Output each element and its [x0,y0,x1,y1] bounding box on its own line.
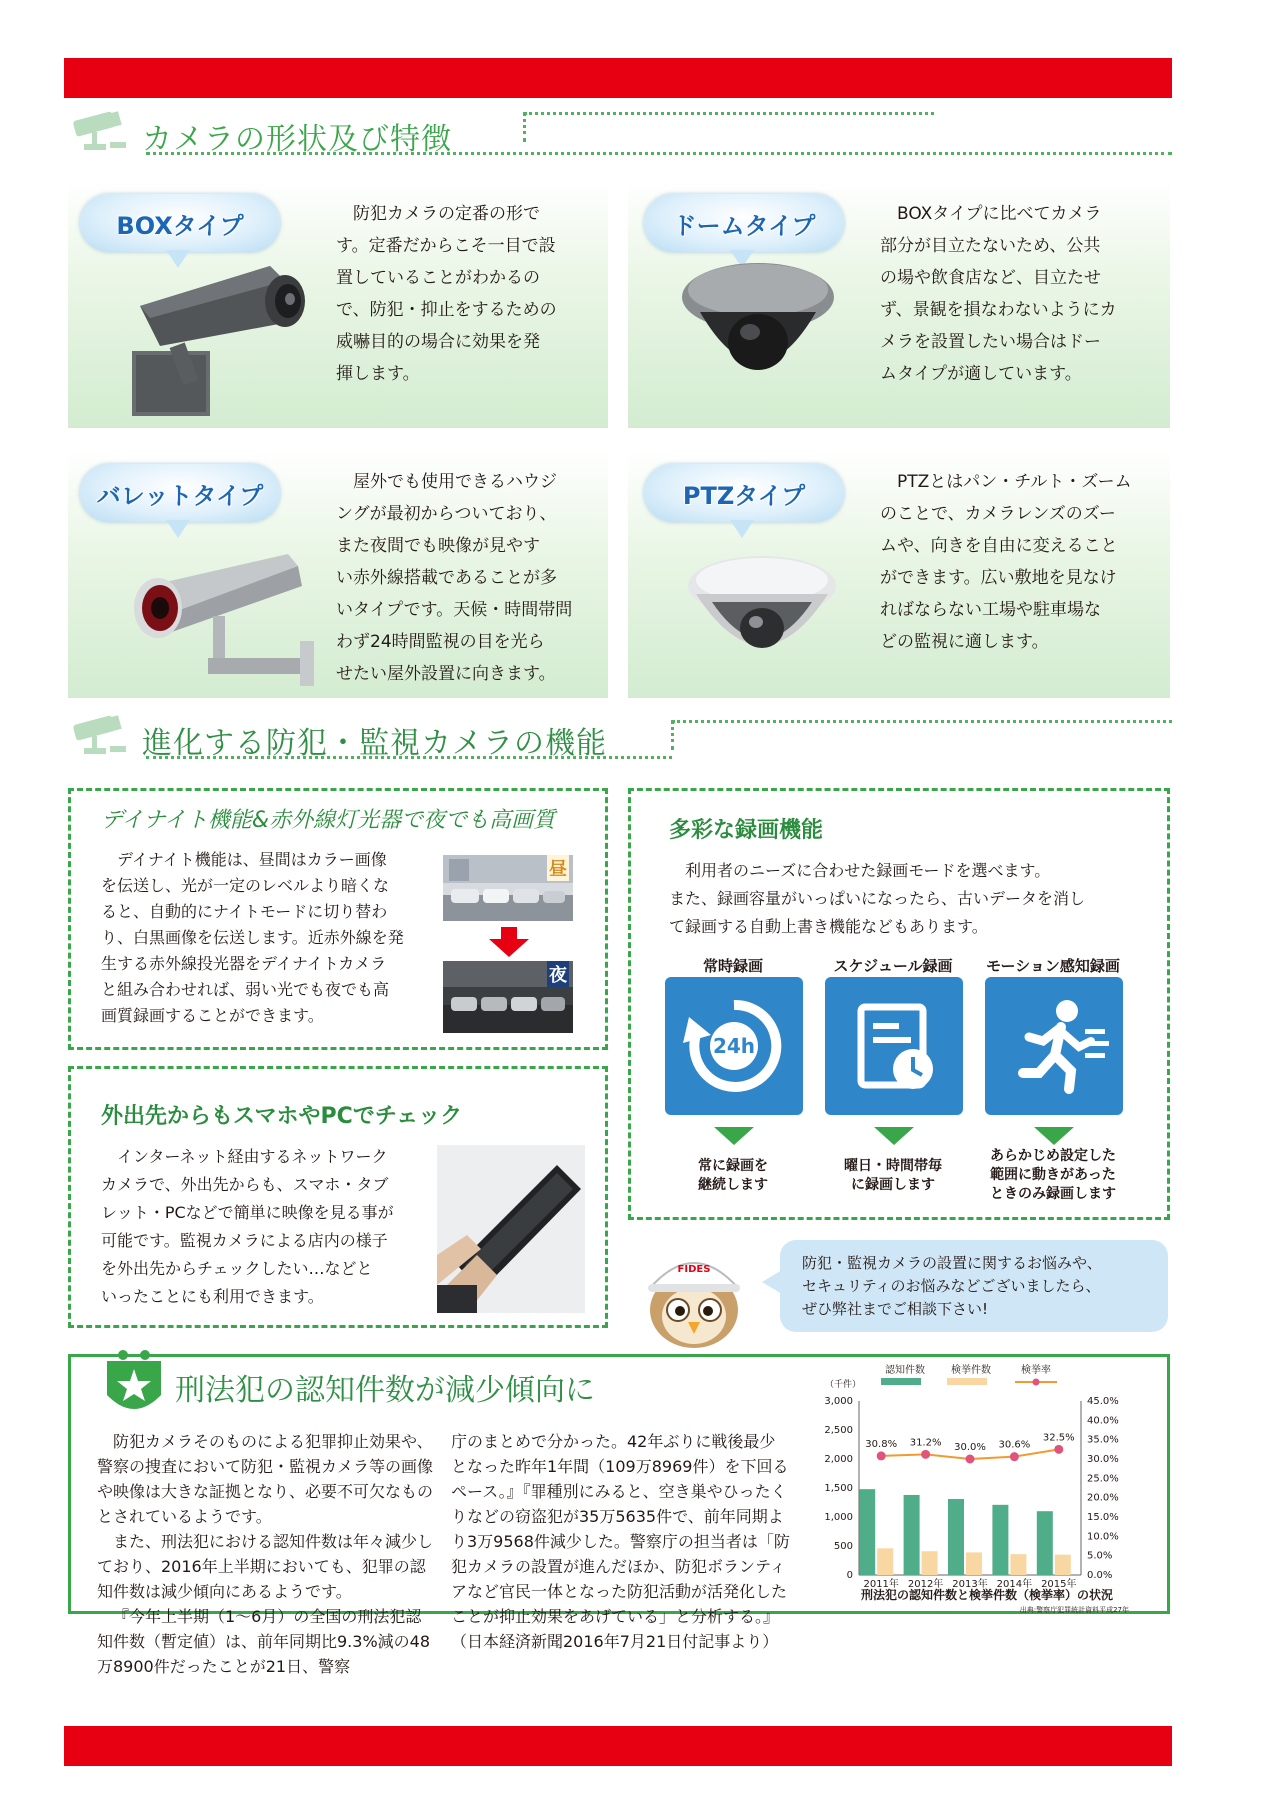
y-tick-label: 1,000 [824,1512,853,1523]
rec-mode-label: モーション感知録画 [986,957,1120,975]
remote-title: 外出先からもスマホやPCでチェック [101,1104,463,1129]
daynight-title: デイナイト機能&赤外線灯光器で夜でも高画質 [101,808,556,833]
data-label: 30.8% [865,1438,898,1450]
chart-source: 出典:警察庁犯罪統計資料平成27年 [1019,1606,1129,1614]
type-panel-bullet [68,450,608,698]
x-tick-label: 2014年 [996,1579,1033,1590]
type-panel-dome [628,180,1170,428]
mascot-helmet-text: FIDES [677,1264,711,1275]
section-title-functions: 進化する防犯・監視カメラの機能 [142,726,607,761]
bar-検挙件数 [966,1552,982,1575]
y-tick-label: 3,000 [824,1396,853,1407]
y2-tick-label: 20.0% [1087,1492,1119,1504]
x-tick-label: 2013年 [952,1579,988,1590]
y2-tick-label: 40.0% [1087,1415,1119,1427]
consult-bubble [780,1240,1168,1332]
crime-text-col2: 庁のまとめで分かった。42年ぶりに戦後最少となった昨年1年間（109万8969件）を下回るペース。』『罪種別にみると、空き巣やひったくりなどの窃盗犯が35万5635件で、前年同期より3万9568件減少した。警察庁の担当者は「防犯カメラの設置が進んだほか、防犯ボランティアなど官民一体となった防犯活動が活発化したことが抑止効果をあげている」と分析する。』（日本経済新聞2016年7月21日付記事より） [451,1432,790,1651]
line-point [921,1450,930,1459]
24h-cycle-icon [665,977,803,1115]
night-label: 夜 [547,961,569,987]
recording-title: 多彩な録画機能 [669,818,824,843]
bar-認知件数 [1037,1511,1053,1575]
bar-検挙件数 [877,1548,893,1575]
y-tick-label: 500 [833,1541,853,1552]
bar-認知件数 [992,1505,1008,1575]
line-point [1054,1445,1063,1454]
rec-mode-card [665,977,803,1115]
owl-mascot-image [640,1238,748,1350]
crime-title: 刑法犯の認知件数が減少傾向に [175,1373,595,1408]
y2-tick-label: 25.0% [1087,1473,1119,1485]
svg-text:24h: 24h [712,1034,756,1058]
legend-label: 検挙率 [1021,1365,1051,1376]
camera-icon [64,106,134,158]
rec-mode-card [985,977,1123,1115]
rec-mode-card [825,977,963,1115]
type-panel-ptz [628,450,1170,698]
crime-stats-box [68,1354,1170,1676]
day-label: 昼 [547,855,569,881]
line-point [966,1455,975,1464]
data-label: 30.6% [998,1439,1031,1451]
type-description: BOXタイプに比べてカメラ 部分が目立たないため、公共 の場や飲食店など、目立たせ ず、景観を損なわないようにカ メラを設置したい場合はドー ムタイプが適しています。 [880,204,1117,384]
remote-text: インターネット経由するネットワーク カメラで、外出先からも、スマホ・タブ レット・PCなどで簡単に映像を見る事が 可能です。監視カメラによる店内の様子 を外出先からチェックしたい…などと いったことにも利用できます。 [101,1147,394,1306]
daynight-text: デイナイト機能は、昼間はカラー画像 を伝送し、光が一定のレベルより暗くな ると、自動的にナイトモードに切り替わ り、白黒画像を伝送します。近赤外線を発 生する赤外線投光器をデイナイトカメラ と組み合わせれば、弱い光でも夜でも高 画質録画することができます。 [101,850,404,1025]
crime-text-col1: 防犯カメラそのものによる犯罪抑止効果や、警察の捜査において防犯・監視カメラ等の画像や映像は大きな証拠となり、必要不可欠なものとされているようです。 また、刑法犯における認知件数は年々減少しており、2016年上半期においても、犯罪の認知件数は減少傾向にあるようです。 『今年上半期（1～6月）の全国の刑法犯認知件数（暫定値）は、前年同期比9.3%減の48万8900件だったことが21日、警察 [97,1432,434,1676]
bar-認知件数 [948,1499,964,1575]
crime-chart [811,1361,1161,1615]
type-description: 屋外でも使用できるハウジ ングが最初からついており、 また夜間でも映像が見やす い赤外線搭載であることが多 いタイプです。天候・時間帯問 わず24時間監視の目を光ら せたい屋外設置に向きます。 [336,472,573,684]
y2-tick-label: 30.0% [1087,1454,1119,1465]
arrow-down-icon [489,927,529,957]
rec-mode-desc: 曜日・時間帯毎 に録画します [844,1158,942,1193]
legend-marker [1033,1379,1040,1386]
y2-tick-label: 15.0% [1087,1512,1119,1523]
type-description: 防犯カメラの定番の形で す。定番だからこそ一目で設 置していることがわかるの で、防犯・抑止をするための 威嚇目的の場合に効果を発 揮します。 [336,204,557,384]
bar-検挙件数 [1010,1554,1026,1575]
bar-認知件数 [859,1489,875,1575]
bullet-camera-image [118,546,318,686]
type-panel-box [68,180,608,428]
legend-label: 検挙件数 [951,1365,991,1376]
box-camera-image [120,246,350,426]
consult-text: 防犯・監視カメラの設置に関するお悩みや、 セキュリティのお悩みなどございましたら、 ぜひ弊社までご相談下さい! [802,1254,1102,1318]
legend-swatch [947,1378,987,1385]
section-header-shapes [64,106,1172,166]
line-point [877,1451,886,1460]
section-title-camera-types: カメラの形状及び特徴 [142,122,452,157]
legend-label: 認知件数 [885,1365,925,1376]
chart-title: 刑法犯の認知件数と検挙件数（検挙率）の状況 [860,1588,1114,1602]
running-person-icon [985,977,1123,1115]
rec-mode-label: スケジュール録画 [833,957,953,975]
daynight-box [68,788,608,1050]
y-tick-label: 2,000 [824,1454,853,1465]
line-point [1010,1452,1019,1461]
type-name: BOXタイプ [116,212,244,240]
bar-認知件数 [904,1495,920,1575]
type-name: PTZタイプ [682,482,806,510]
y2-tick-label: 10.0% [1087,1531,1119,1543]
data-label: 31.2% [909,1437,942,1449]
y2-tick-label: 35.0% [1087,1434,1119,1446]
x-tick-label: 2015年 [1041,1579,1077,1590]
type-name: バレットタイプ [96,482,264,510]
remote-box [68,1066,608,1328]
police-badge-icon [101,1349,167,1423]
type-bubble [80,464,280,522]
legend-swatch [881,1378,921,1385]
y2-tick-label: 0.0% [1087,1570,1113,1581]
data-label: 32.5% [1042,1432,1075,1444]
dome-camera-image [678,252,838,402]
footer-bar [64,1726,1172,1766]
y-unit-label: （千件） [825,1380,862,1390]
y-tick-label: 1,500 [824,1483,853,1494]
y2-tick-label: 45.0% [1087,1396,1119,1407]
header-bar [64,58,1172,98]
rec-mode-label: 常時録画 [702,957,763,975]
recording-text: 利用者のニーズに合わせた録画モードを選べます。 また、録画容量がいっぱいになったら、古いデータを消し て録画する自動上書き機能などもあります。 [669,861,1086,936]
section-header-shapes [64,710,1172,770]
camera-icon [64,710,134,762]
rec-mode-desc: あらかじめ設定した 範囲に動きがあった ときのみ録画します [990,1148,1116,1202]
bar-検挙件数 [922,1551,938,1575]
x-tick-label: 2012年 [907,1579,944,1590]
recording-box [628,788,1170,1220]
type-bubble [80,194,280,252]
type-name: ドームタイプ [672,212,816,240]
y-tick-label: 0 [846,1570,853,1581]
type-bubble [644,194,844,252]
bar-検挙件数 [1055,1555,1071,1575]
type-bubble [644,464,844,522]
x-tick-label: 2011年 [863,1579,899,1590]
rec-mode-desc: 常に録画を 継続します [698,1158,768,1193]
tablet-photo [437,1145,585,1313]
y2-tick-label: 5.0% [1087,1550,1113,1562]
y-tick-label: 2,500 [824,1425,853,1436]
data-label: 30.0% [954,1442,986,1453]
type-description: PTZとはパン・チルト・ズーム のことで、カメラレンズのズー ムや、向きを自由に変えること ができます。広い敷地を見なけ ればならない工場や駐車場な どの監視に適します。 [880,472,1132,652]
ptz-camera-image [682,546,842,686]
schedule-icon [825,977,963,1115]
